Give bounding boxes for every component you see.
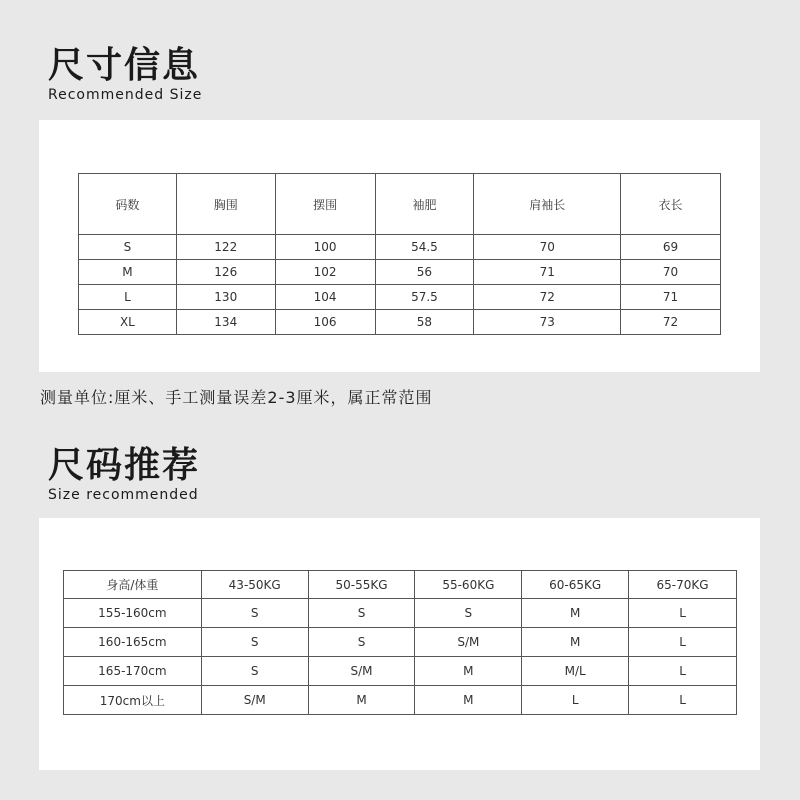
table-row <box>64 657 737 686</box>
table-cell: M <box>522 628 629 657</box>
table-cell: L <box>629 599 737 628</box>
table-cell: 134 <box>176 310 275 335</box>
table-cell: M/L <box>522 657 629 686</box>
table-cell: 106 <box>275 310 375 335</box>
table-cell: L <box>79 285 177 310</box>
header-cell: 码数 <box>79 174 177 235</box>
header-cell: 65-70KG <box>629 571 737 599</box>
table-cell: 126 <box>176 260 275 285</box>
size-info-header-row <box>79 174 721 235</box>
size-recommend-table <box>63 570 737 715</box>
header-cell: 胸围 <box>176 174 275 235</box>
table-cell: M <box>415 686 522 715</box>
table-cell: 100 <box>275 235 375 260</box>
table-cell: 71 <box>474 260 621 285</box>
header-cell: 50-55KG <box>308 571 415 599</box>
table-cell: S <box>201 599 308 628</box>
table-cell: L <box>629 628 737 657</box>
table-cell: 71 <box>621 285 721 310</box>
table-cell: 70 <box>621 260 721 285</box>
table-cell: 130 <box>176 285 275 310</box>
table-cell: 102 <box>275 260 375 285</box>
table-cell: S <box>79 235 177 260</box>
table-cell: 165-170cm <box>64 657 202 686</box>
table-row <box>79 310 721 335</box>
table-cell: 54.5 <box>375 235 474 260</box>
header-cell: 袖肥 <box>375 174 474 235</box>
table-cell: 160-165cm <box>64 628 202 657</box>
table-cell: S <box>201 628 308 657</box>
table-cell: M <box>308 686 415 715</box>
table-cell: 57.5 <box>375 285 474 310</box>
header-cell: 身高/体重 <box>64 571 202 599</box>
table-cell: 70 <box>474 235 621 260</box>
table-row <box>79 235 721 260</box>
size-recommend-title: 尺码推荐 <box>48 445 201 486</box>
table-cell: 104 <box>275 285 375 310</box>
header-cell: 55-60KG <box>415 571 522 599</box>
table-cell: M <box>522 599 629 628</box>
table-cell: 72 <box>621 310 721 335</box>
header-cell: 衣长 <box>621 174 721 235</box>
table-cell: 72 <box>474 285 621 310</box>
size-recommend-panel <box>39 518 760 770</box>
size-info-panel <box>39 120 760 372</box>
table-row <box>64 628 737 657</box>
header-cell: 43-50KG <box>201 571 308 599</box>
table-cell: M <box>79 260 177 285</box>
table-cell: 69 <box>621 235 721 260</box>
table-cell: S <box>308 599 415 628</box>
size-info-subtitle: Recommended Size <box>48 87 203 103</box>
table-cell: 73 <box>474 310 621 335</box>
size-recommend-header-row <box>64 571 737 599</box>
table-cell: M <box>415 657 522 686</box>
table-cell: 170cm以上 <box>64 686 202 715</box>
table-cell: 122 <box>176 235 275 260</box>
table-row <box>79 285 721 310</box>
table-cell: S <box>415 599 522 628</box>
size-info-table <box>78 173 721 335</box>
table-cell: L <box>629 657 737 686</box>
table-row <box>79 260 721 285</box>
table-cell: L <box>522 686 629 715</box>
table-cell: S/M <box>415 628 522 657</box>
table-cell: 58 <box>375 310 474 335</box>
table-cell: S/M <box>308 657 415 686</box>
table-row <box>64 686 737 715</box>
table-cell: L <box>629 686 737 715</box>
measurement-note: 测量单位:厘米、手工测量误差2-3厘米，属正常范围 <box>40 388 433 407</box>
table-cell: S <box>308 628 415 657</box>
header-cell: 肩袖长 <box>474 174 621 235</box>
table-cell: 56 <box>375 260 474 285</box>
table-cell: 155-160cm <box>64 599 202 628</box>
table-row <box>64 599 737 628</box>
size-recommend-subtitle: Size recommended <box>48 487 199 503</box>
header-cell: 摆围 <box>275 174 375 235</box>
table-cell: XL <box>79 310 177 335</box>
size-info-title: 尺寸信息 <box>48 45 201 86</box>
header-cell: 60-65KG <box>522 571 629 599</box>
table-cell: S <box>201 657 308 686</box>
table-cell: S/M <box>201 686 308 715</box>
